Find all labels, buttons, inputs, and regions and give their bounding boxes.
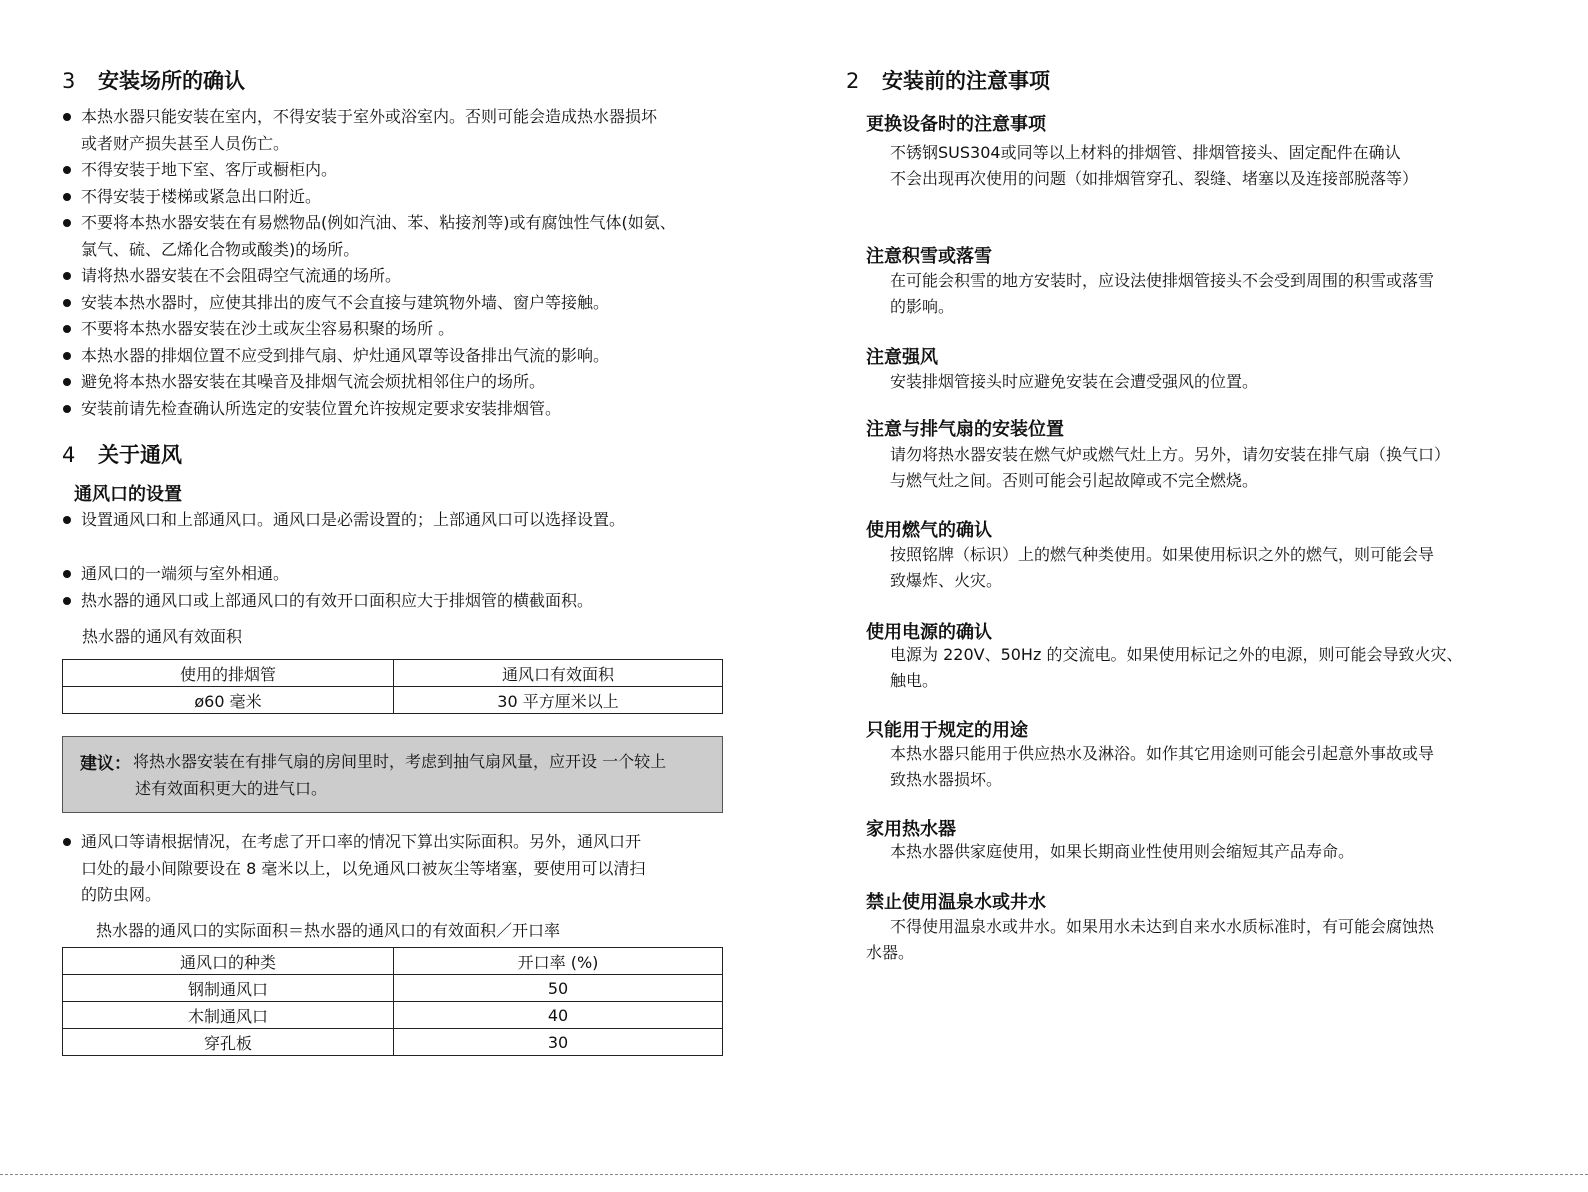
- section-3-bullet-list: [62, 104, 724, 422]
- item-heading: 注意强风: [866, 347, 938, 368]
- area-formula: 热水器的通风口的实际面积＝热水器的通风口的有效面积／开口率: [96, 921, 561, 940]
- list-item: 不得安装于楼梯或紧急出口附近。: [62, 184, 724, 211]
- list-item: 不要将本热水器安装在沙土或灰尘容易积聚的场所 。: [62, 316, 724, 343]
- list-item: 请将热水器安装在不会阻碍空气流通的场所。: [62, 263, 724, 290]
- item-heading: 注意积雪或落雪: [866, 246, 992, 267]
- recommendation-box: [62, 736, 723, 813]
- list-item: 安装前请先检查确认所选定的安装位置允许按规定要求安装排烟管。: [62, 396, 724, 423]
- recommendation-label: 建议：: [80, 754, 131, 774]
- vent-bullet-a: [62, 507, 724, 534]
- table-cell: 钢制通风口: [63, 975, 394, 1002]
- list-item: 通风口等请根据情况，在考虑了开口率的情况下算出实际面积。另外，通风口开 口处的最小间隙要设在 8 毫米以上，以免通风口被灰尘等堵塞，要使用可以清扫 的防虫网。: [62, 829, 724, 909]
- list-item: 设置通风口和上部通风口。通风口是必需设置的；上部通风口可以选择设置。: [62, 507, 724, 534]
- section-2-title: 2 安装前的注意事项: [846, 69, 1050, 93]
- section-3-title: 3 安装场所的确认: [62, 69, 245, 93]
- list-item: 避免将本热水器安装在其噪音及排烟气流会烦扰相邻住户的场所。: [62, 369, 724, 396]
- table-header: 使用的排烟管: [63, 660, 394, 687]
- item-body: 本热水器供家庭使用，如果长期商业性使用则会缩短其产品寿命。: [890, 842, 1355, 861]
- list-item: 本热水器只能安装在室内，不得安装于室外或浴室内。否则可能会造成热水器损坏 或者财产损失甚至人员伤亡。: [62, 104, 724, 157]
- recommendation-line-2: 述有效面积更大的进气口。: [135, 779, 328, 798]
- item-body: 在可能会积雪的地方安装时，应设法使排烟管接头不会受到周围的积雪或落雪 的影响。: [890, 271, 1435, 316]
- vent-bullet-c: [62, 829, 724, 909]
- list-item: 热水器的通风口或上部通风口的有效开口面积应大于排烟管的横截面积。: [62, 588, 724, 615]
- table-row: [63, 687, 723, 714]
- item-body: 不得使用温泉水或井水。如果用水未达到自来水水质标准时，有可能会腐蚀热 水器。: [866, 917, 1435, 962]
- table-cell: 穿孔板: [63, 1029, 394, 1056]
- table-row: [63, 975, 723, 1002]
- table-cell: 30: [394, 1029, 723, 1056]
- item-heading: 使用燃气的确认: [866, 520, 992, 541]
- item-body: 电源为 220V、50Hz 的交流电。如果使用标记之外的电源，则可能会导致火灾、 触电。: [890, 645, 1463, 690]
- item-heading: 家用热水器: [866, 819, 956, 840]
- table-row: [63, 1029, 723, 1056]
- item-body: 不锈钢SUS304或同等以上材料的排烟管、排烟管接头、固定配件在确认 不会出现再次使用的问题（如排烟管穿孔、裂缝、堵塞以及连接部脱落等）: [890, 143, 1419, 188]
- opening-rate-table: [62, 947, 723, 1056]
- item-heading: 只能用于规定的用途: [866, 720, 1028, 741]
- list-item: 本热水器的排烟位置不应受到排气扇、炉灶通风罩等设备排出气流的影响。: [62, 343, 724, 370]
- table1-caption: 热水器的通风有效面积: [82, 627, 243, 646]
- list-item: 不要将本热水器安装在有易燃物品(例如汽油、苯、粘接剂等)或有腐蚀性气体(如氨、 氯气、硫、乙烯化合物或酸类)的场所。: [62, 210, 724, 263]
- item-heading: 注意与排气扇的安装位置: [866, 419, 1064, 440]
- item-heading: 禁止使用温泉水或井水: [866, 892, 1046, 913]
- table-row: [63, 1002, 723, 1029]
- table-cell: 30 平方厘米以上: [394, 687, 723, 714]
- item-body: 请勿将热水器安装在燃气炉或燃气灶上方。另外，请勿安装在排气扇（换气口） 与燃气灶之间。否则可能会引起故障或不完全燃烧。: [890, 445, 1451, 490]
- table-cell: 40: [394, 1002, 723, 1029]
- table-cell: 木制通风口: [63, 1002, 394, 1029]
- section-4-title: 4 关于通风: [62, 443, 182, 467]
- vent-area-table: [62, 659, 723, 714]
- item-heading: 使用电源的确认: [866, 622, 992, 643]
- vent-setup-heading: 通风口的设置: [74, 484, 182, 505]
- item-body: 按照铭牌（标识）上的燃气种类使用。如果使用标识之外的燃气，则可能会导 致爆炸、火灾。: [890, 545, 1435, 590]
- recommendation-line-1: 将热水器安装在有排气扇的房间里时，考虑到抽气扇风量，应开设 一个较上: [133, 752, 667, 771]
- list-item: 不得安装于地下室、客厅或橱柜内。: [62, 157, 724, 184]
- vent-bullet-list-b: [62, 561, 724, 614]
- table-cell: 50: [394, 975, 723, 1002]
- table-header: 通风口有效面积: [394, 660, 723, 687]
- item-body: 本热水器只能用于供应热水及淋浴。如作其它用途则可能会引起意外事故或导 致热水器损坏。: [890, 744, 1435, 789]
- page-divider: [0, 1174, 1588, 1175]
- table-cell: ø60 毫米: [63, 687, 394, 714]
- table-header: 通风口的种类: [63, 948, 394, 975]
- item-heading: 更换设备时的注意事项: [866, 114, 1046, 135]
- item-body: 安装排烟管接头时应避免安装在会遭受强风的位置。: [890, 372, 1259, 391]
- table-header: 开口率 (%): [394, 948, 723, 975]
- list-item: 安装本热水器时，应使其排出的废气不会直接与建筑物外墙、窗户等接触。: [62, 290, 724, 317]
- list-item: 通风口的一端须与室外相通。: [62, 561, 724, 588]
